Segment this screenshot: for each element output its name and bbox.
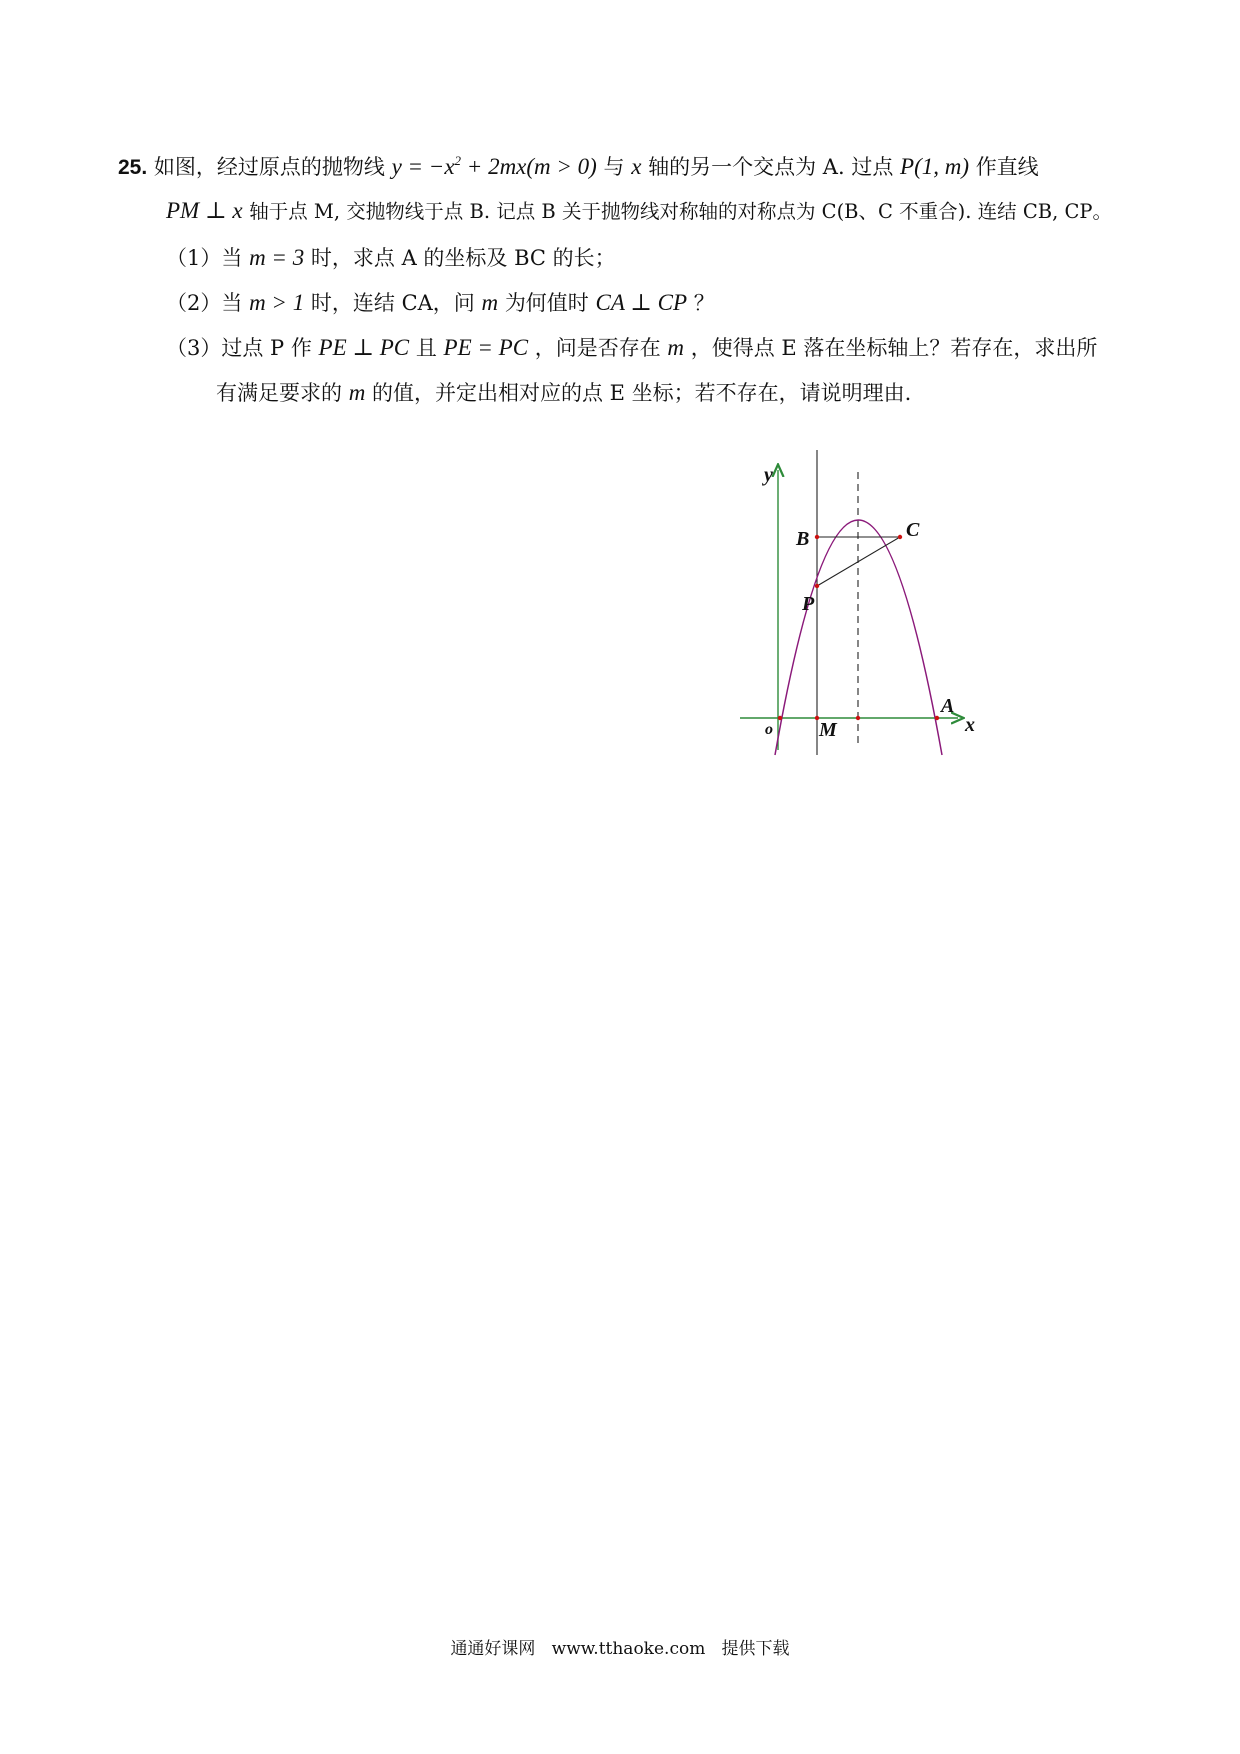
footer-site-name: 通通好课网 [450,1639,536,1659]
footer [0,1634,1240,1659]
question-number: 25. [118,156,148,179]
point-p [815,584,819,588]
label-m: M [819,719,837,741]
part-text: 的值，并定出相对应的点 E 坐标；若不存在，请说明理由. [372,381,912,405]
variable-x: x [631,154,642,179]
question-text: 与 [603,155,625,179]
part-text: 为何值时 [504,291,589,315]
part-2-condition: m > 1 [249,290,305,315]
part-text: 有满足要求的 [216,381,342,405]
question-text: 作直线 [975,155,1039,179]
point-vertex-foot [856,716,860,720]
part-1 [166,243,616,273]
question-line-1 [118,152,1039,183]
part-label: （1）当 [166,246,243,270]
variable-m: m [481,290,499,315]
question-line-2 [166,196,1112,227]
part-3 [166,333,1097,363]
part-3-condition-a: PE ⊥ PC [318,335,410,360]
footer-url[interactable]: www.tthaoke.com [551,1639,706,1659]
question-text: 如图，经过原点的抛物线 [153,155,385,179]
label-p: P [802,593,815,615]
point-c [898,535,902,539]
parabola-equation: $y = -x^2 + 2mx(m > 0)$ [391,153,597,179]
question-text: 轴的另一个交点为 A. 过点 [648,155,894,179]
perpendicular-formula: PM ⊥ x [166,198,243,223]
part-text: ，使得点 E 落在坐标轴上？若存在，求出所 [690,336,1098,360]
label-c: C [906,519,920,541]
point-p-coordinates: P(1, m) [900,154,969,179]
label-a: A [941,695,955,717]
variable-m: m [667,335,685,360]
parabola-figure [740,450,1000,770]
part-text: 时，连结 CA，问 [310,291,475,315]
part-text: ？ [693,291,715,315]
point-origin [778,716,782,720]
part-1-condition: m = 3 [249,245,305,270]
part-text: 时，求点 A 的坐标及 BC 的长； [310,246,616,270]
label-y: y [764,464,773,486]
part-2 [166,288,715,318]
part-text: ，问是否存在 [534,336,661,360]
variable-m: m [348,380,366,405]
part-text: 且 [415,336,437,360]
part-3-continued [216,378,911,408]
part-3-condition-b: PE = PC [443,335,529,360]
footer-suffix: 提供下载 [721,1639,790,1659]
label-origin: o [765,721,773,738]
label-b: B [796,528,810,550]
part-label: （2）当 [166,291,243,315]
question-text: 轴于点 M, 交抛物线于点 B. 记点 B 关于抛物线对称轴的对称点为 C(B、C 不重合). 连结 CB, CP。 [249,200,1113,223]
point-b [815,535,819,539]
point-a [935,716,939,720]
label-x: x [965,714,975,736]
part-label: （3）过点 P 作 [166,336,312,360]
perpendicular-condition: CA ⊥ CP [595,290,687,315]
